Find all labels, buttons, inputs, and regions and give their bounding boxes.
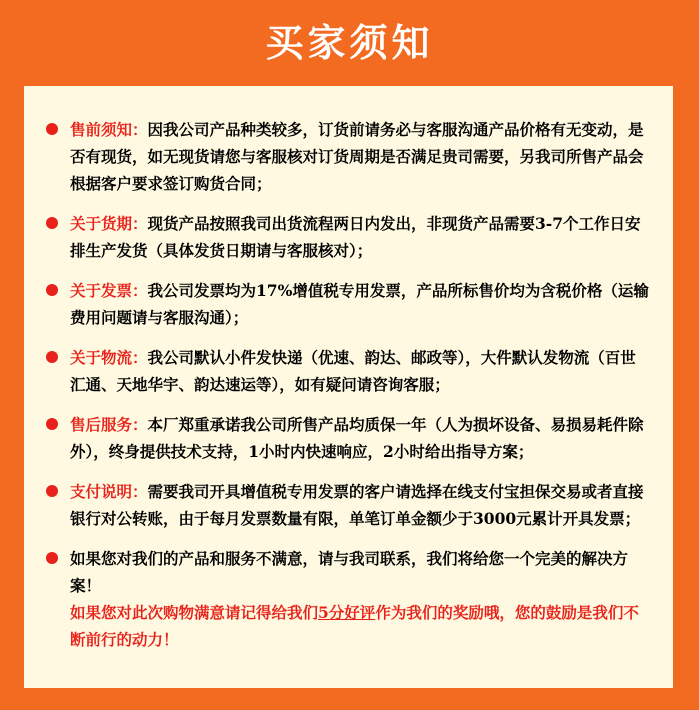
bullet-dot-icon: [46, 284, 58, 296]
notice-text: 现货产品按照我司出货流程两日内发出，非现货产品需要3-7个工作日安排生产发货（具体发货日期请与客服核对）；: [70, 214, 641, 260]
notice-item-aftersale: [44, 411, 651, 465]
notice-item-payment: [44, 478, 651, 532]
bullet-dot-icon: [46, 485, 58, 497]
bullet-dot-icon: [46, 351, 58, 363]
notice-item-delivery: [44, 210, 651, 264]
notice-label: 关于货期：: [70, 214, 148, 233]
notice-text: 需要我司开具增值税专用发票的客户请选择在线支付宝担保交易或者直接银行对公转账，由于每月发票数量有限，单笔订单金额少于3000元累计开具发票；: [70, 482, 644, 528]
notice-item-invoice: [44, 277, 651, 331]
bullet-dot-icon: [46, 552, 58, 564]
notice-text: 本厂郑重承诺我公司所售产品均质保一年（人为损坏设备、易损易耗件除外），终身提供技术支持，1小时内快速响应，2小时给出指导方案；: [70, 415, 644, 461]
notice-label: 售后服务：: [70, 415, 148, 434]
notice-text: 我公司默认小件发快递（优速、韵达、邮政等），大件默认发物流（百世汇通、天地华宇、韵达速运等），如有疑问请咨询客服；: [70, 348, 636, 394]
notice-text: 我公司发票均为17%增值税专用发票，产品所标售价均为含税价格（运输费用问题请与客服沟通）；: [70, 281, 649, 327]
notice-item-presale: [44, 116, 651, 197]
bullet-dot-icon: [46, 217, 58, 229]
notice-panel: [24, 86, 673, 688]
page-title: 买家须知: [265, 19, 434, 65]
notice-label: 支付说明：: [70, 482, 148, 501]
notice-text: 因我公司产品种类较多，订货前请务必与客服沟通产品价格有无变动，是否有现货，如无现货请您与客服核对订货周期是否满足贵司需要，另我司所售产品会根据客户要求签订购货合同；: [70, 120, 644, 193]
closing-red-text-end: 作为我们的奖励哦，您的鼓励是我们不断前行的动力！: [70, 603, 639, 649]
notice-item-logistics: [44, 344, 651, 398]
bullet-dot-icon: [46, 123, 58, 135]
notice-label: 关于物流：: [70, 348, 148, 367]
notice-label: 关于发票：: [70, 281, 148, 300]
closing-text: 如果您对我们的产品和服务不满意，请与我司联系，我们将给您一个完美的解决方案！: [70, 549, 629, 595]
notice-label: 售前须知：: [70, 120, 148, 139]
notice-item-closing: [44, 545, 651, 653]
bullet-dot-icon: [46, 418, 58, 430]
closing-red-text: 如果您对此次购物满意请记得给我们: [70, 603, 319, 622]
five-star-review-highlight: 5分好评: [318, 603, 376, 622]
